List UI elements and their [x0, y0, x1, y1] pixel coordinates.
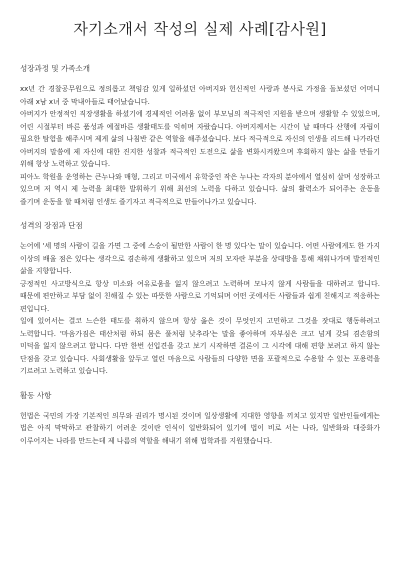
paragraph: 헌법은 국민의 가장 기본적인 의무와 권리가 명시된 것이며 일상생활에 지대한 영향을 끼치고 있지만 일반인들에게는 법은 아직 막막하고 관찰하기 어려운 것이란 인식이 일반화되어 있기에 법이 비로 서는 나라, 일반화와 대중화가 이루어지는 나라를 만드는데 제 나름의 역할을 해내기 위해 법학과를 지원했습니다.	[20, 411, 380, 445]
section-activities	[20, 390, 380, 448]
section-heading: 성장과정 및 가족소개	[20, 64, 90, 73]
section-growth	[20, 63, 380, 208]
paragraph: 논어에 '세 명의 사람이 길을 가면 그 중에 스승이 될만한 사람이 한 명 있다'는 말이 있습니다. 어떤 사람에게도 한 가지 이상의 배울 점은 있다는 생각으로 겸손하게 생활하고 있으며 저의 모자란 부분을 상대방을 통해 채워나가며 발전적인 삶을 지향합니다.	[20, 242, 380, 275]
paragraph: 긍정적인 사고방식으로 항상 미소와 여유로움을 잃지 않으려고 노력하며 모나지 않게 사람들을 대하려고 합니다. 때문에 편안하고 부담 없이 친해질 수 있는 따뜻한 사람으로 기억되며 어떤 곳에서든 사람들과 쉽게 친해지고 적응하는 편입니다.	[20, 279, 380, 313]
paragraph: xx년 간 경찰공무원으로 정의롭고 책임감 있게 일하셨던 아버지와 헌신적인 사랑과 봉사로 가정을 돌보셨던 어머니 아래 x남 x녀 중 막내아들로 태어났습니다.	[20, 85, 380, 106]
paragraph: 아버지가 안정적인 직장생활을 하셨기에 경제적인 어려움 없이 부모님의 적극적인 지원을 받으며 생활할 수 있었으며, 어린 시절부터 바른 품성과 예절바른 생활태도를 익히며 자랐습니다. 아버지께서는 시간이 날 때마다 산행에 자립이 필요한 탐험을 해주시며 제게 삶의 나침반 같은 역할을 해주셨습니다. 보다 적극적으로 자신의 인생을 리드해 나가라던 아버지의 말씀에 제 자신에 대한 진지한 성찰과 적극적인 도전으로 삶을 변화시켜왔으며 후회하지 않는 삶을 만들기 위해 항상 노력하고 있습니다.	[20, 110, 380, 168]
section-heading: 활동 사항	[20, 390, 52, 400]
section-personality	[20, 220, 380, 378]
section-heading: 성격의 장점과 단점	[20, 221, 83, 230]
paragraph: 일에 있어서는 결코 느슨한 태도를 취하지 않으며 항상 옳은 것이 무엇인지 고민하고 그것을 잣대로 행동하려고 노력합니다. '마음가짐은 태산처럼 하되 몸은 풀처럼 낮추라'는 말을 좋아하며 자부심은 크고 넘게 갖되 겸손함의 미덕을 잃지 않으려고 합니다. 다만 한번 선입견을 갖고 보기 시작하면 결론이 그 시각에 대해 편향 보려고 하지 않는 단점을 갖고 있습니다. 사회생활을 앞두고 열린 마음으로 사람들의 다양한 면을 포괄적으로 수용할 수 있는 포용력을 기르려고 노력하고 있습니다.	[20, 317, 380, 375]
paragraph: 피아노 학원을 운영하는 큰누나와 매형, 그리고 미국에서 유학중인 작은 누나는 각자의 분야에서 열심히 살며 성장하고 있으며 저 역시 제 능력을 최대한 발휘하기 위해 최선의 노력을 다하고 있습니다. 삶의 활력소가 되어주는 운동을 즐기며 운동을 할 때처럼 인생도 즐기자고 적극적으로 만들어나가고 있습니다.	[20, 172, 380, 206]
document-title: 자기소개서 작성의 실제 사례[감사원]	[73, 20, 327, 38]
